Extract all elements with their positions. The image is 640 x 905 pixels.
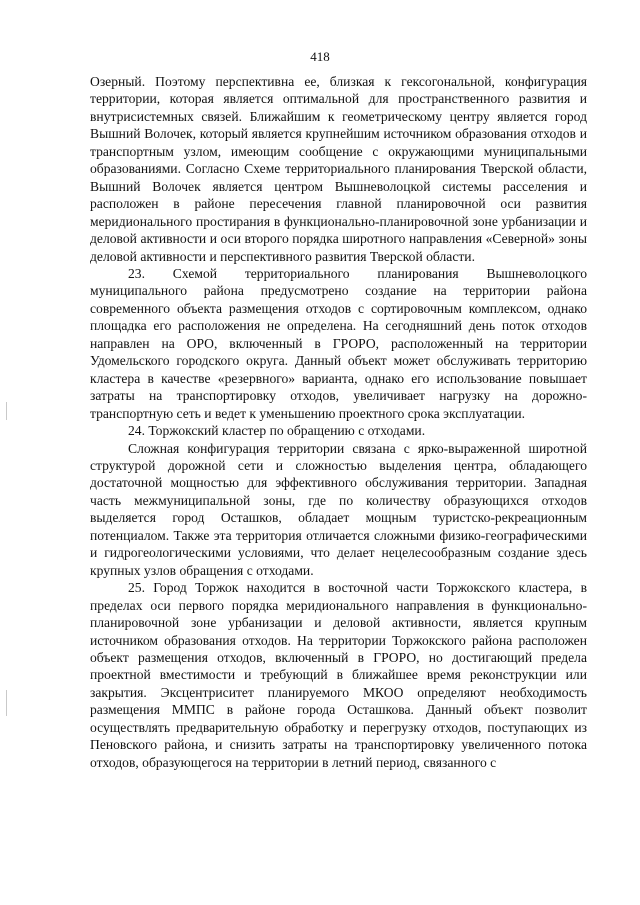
paragraph-continuation: Озерный. Поэтому перспективна ее, близкая к гексогональной, конфигурация территории, которая является оптимальной для пространственного развития и внутрисистемных связей. Ближайшим к геометрическому центру является город Вышний Волочек, который является крупнейшим источником образования отходов и транспортным узлом, имеющим сообщение с окружающими муниципальными образованиями. Согласно Схеме территориального планирования Тверской области, Вышний Волочек является центром Вышневолоцкой системы расселения и расположен в районе пересечения главной планировочной оси развития меридионального простирания в функционально-планировочной зоне урбанизации и деловой активности и оси второго порядка широтного направления «Северной» зоны деловой активности и перспективного развития Тверской области. (90, 74, 587, 264)
page-number: 418 (310, 49, 330, 64)
document-body (90, 73, 587, 771)
scan-margin-mark-1 (6, 402, 7, 420)
paragraph-25: 25. Город Торжок находится в восточной части Торжокского кластера, в пределах оси первого порядка меридионального направления в функционально-планировочной зоне урбанизации и деловой активности, является крупным источником образования отходов. На территории Торжокского района расположен объект размещения отходов, включенный в ГРОРО, но достигающий предела проектной вместимости и требующий в ближайшее время реконструкции или закрытия. Эксцентриситет планируемого МКОО определяют необходимость размещения ММПС в районе города Осташкова. Данный объект позволит осуществлять предварительную обработку и перегрузку отходов, поступающих из Пеновского района, и снизить затраты на транспортировку увеличенного потока отходов, образующегося на территории в летний период, связанного с (90, 580, 587, 770)
paragraph-24-heading: 24. Торжокский кластер по обращению с отходами. (128, 423, 426, 439)
paragraph-torzhok-configuration: Сложная конфигурация территории связана с ярко-выраженной широтной структурой дорожной сети и сложностью выделения центра, обладающего достаточной мощностью для эффективного обслуживания территории. Западная часть межмуниципальной зоны, где по количеству образующихся отходов выделяется город Осташков, обладает мощным туристско-рекреационным потенциалом. Также эта территория отличается сложными физико-географическими и гидрогеологическими условиями, что делает нецелесообразным создание здесь крупных узлов обращения с отходами. (90, 440, 587, 578)
scan-margin-mark-2 (6, 690, 7, 716)
paragraph-23: 23. Схемой территориального планирования Вышневолоцкого муниципального района предусмотрено создание на территории района современного объекта размещения отходов с сортировочным комплексом, однако площадка его расположения не определена. На сегодняшний день поток отходов направлен на ОРО, включенный в ГРОРО, расположенный на территории Удомельского городского округа. Данный объект может обслуживать территорию кластера в качестве «резервного» варианта, однако его использование повышает затраты на транспортировку отходов, увеличивает нагрузку на дорожно-транспортную сеть и ведет к уменьшению проектного срока эксплуатации. (90, 265, 587, 421)
